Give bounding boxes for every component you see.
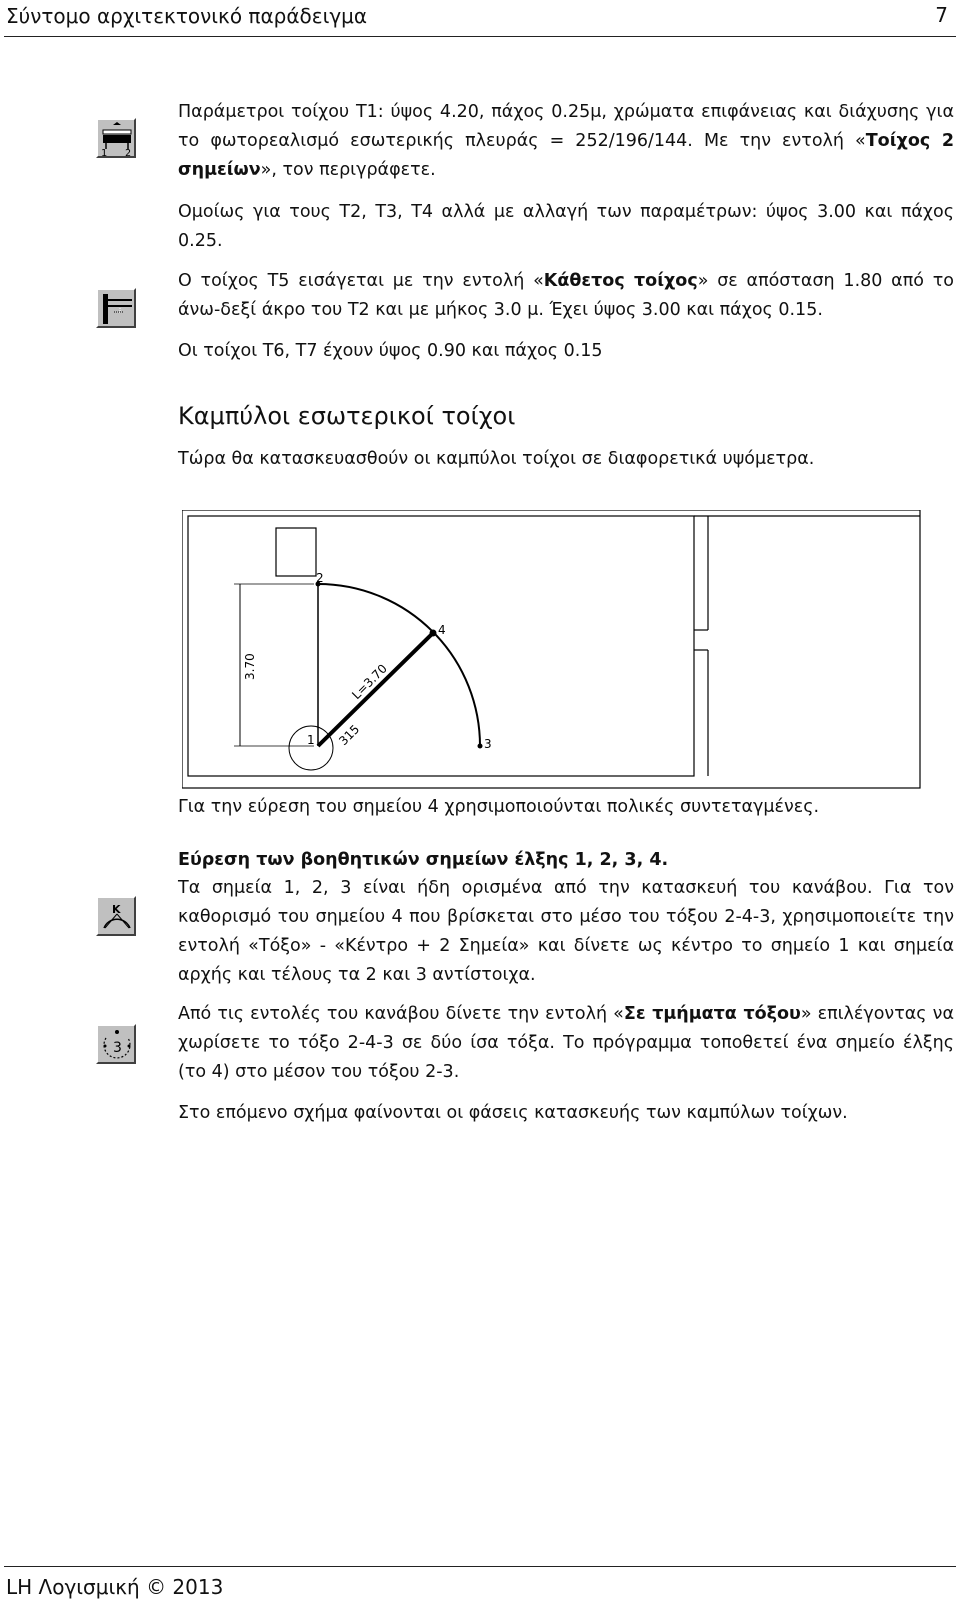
svg-text:K: K bbox=[112, 903, 121, 916]
perpendicular-wall-icon bbox=[96, 288, 136, 328]
paragraph-next-figure: Στο επόμενο σχήμα φαίνονται οι φάσεις κατασκευής των καμπύλων τοίχων. bbox=[178, 1103, 848, 1123]
point-4 bbox=[430, 630, 437, 637]
point-label-2: 2 bbox=[316, 571, 324, 585]
paragraph-wall-t1 bbox=[178, 98, 954, 185]
arc-center-2-points-icon bbox=[96, 896, 136, 936]
text-run: » σε απόσταση 1.80 από το άνω-δεξί άκρο του Τ2 και με μήκος 3.0 μ. Έχει ύψος 3.00 και πάχος 0.15. bbox=[178, 271, 954, 320]
command-name: Κάθετος τοίχος bbox=[543, 271, 698, 291]
footer bbox=[6, 1575, 223, 1599]
text-run: Από τις εντολές του κανάβου δίνετε την εντολή « bbox=[178, 1004, 624, 1024]
radius-label: L=3.70 bbox=[349, 661, 390, 703]
paragraph-intro-curved: Τώρα θα κατασκευασθούν οι καμπύλοι τοίχοι σε διαφορετικά υψόμετρα. bbox=[178, 449, 815, 469]
paragraph-walls-t2-t4: Ομοίως για τους Τ2, Τ3, Τ4 αλλά με αλλαγή των παραμέτρων: ύψος 3.00 και πάχος 0.25. bbox=[178, 202, 954, 251]
header-divider bbox=[4, 36, 956, 37]
small-room bbox=[276, 528, 316, 576]
text-run: Παράμετροι τοίχου Τ1: ύψος 4.20, πάχος 0.25μ, χρώματα επιφάνειας και διάχυσης για το φωτορεαλισμό εσωτερικής πλευράς = 252/196/144. Με την εντολή « bbox=[178, 102, 954, 151]
section-heading: Καμπύλοι εσωτερικοί τοίχοι bbox=[178, 402, 516, 430]
page-number: 7 bbox=[935, 3, 948, 27]
svg-text:3: 3 bbox=[113, 1040, 122, 1056]
paragraph-arc-segments bbox=[178, 1000, 954, 1087]
room-outline bbox=[188, 516, 694, 776]
paragraph-polar-coords: Για την εύρεση του σημείου 4 χρησιμοποιούνται πολικές συντεταγμένες. bbox=[178, 797, 820, 817]
point-label-3: 3 bbox=[484, 737, 492, 751]
copyright-symbol: © bbox=[146, 1575, 167, 1599]
paragraph-arc-command: Τα σημεία 1, 2, 3 είναι ήδη ορισμένα από την κατασκευή του κανάβου. Για τον καθορισμό του σημείου 4 που βρίσκεται στο μέσο του τόξου 2-4-3, χρησιμοποιείτε την εντολή «Τόξο» - «Κέντρο + 2 Σημεία» και δίνετε ως κέντρο το σημείο 1 και σημεία αρχής και τέλους τα 2 και 3 αντίστοιχα. bbox=[178, 878, 954, 985]
svg-text:2: 2 bbox=[125, 148, 132, 156]
wall-2-points-icon bbox=[96, 118, 136, 158]
text-run: Ο τοίχος Τ5 εισάγεται με την εντολή « bbox=[178, 271, 544, 291]
point-label-4: 4 bbox=[438, 623, 446, 637]
svg-text:1: 1 bbox=[101, 148, 108, 156]
chapter-title: Σύντομο αρχιτεκτονικό παράδειγμα bbox=[6, 4, 368, 28]
company-name: LH Λογισμική bbox=[6, 1575, 140, 1599]
command-name: Τοίχος 2 σημείων bbox=[178, 131, 954, 180]
arc-segments-icon bbox=[96, 1024, 136, 1064]
footer-divider bbox=[4, 1566, 956, 1567]
paragraph-wall-t5 bbox=[178, 267, 954, 325]
radius-line bbox=[318, 633, 433, 749]
page-header bbox=[0, 0, 960, 40]
text-run: » επιλέγοντας να χωρίσετε το τόξο 2-4-3 σε δύο ίσα τόξα. Το πρόγραμμα τοποθετεί ένα σημείο έλξης (το 4) στο μέσον του τόξου 2-3. bbox=[178, 1004, 954, 1082]
floor-plan-figure bbox=[182, 510, 922, 790]
paragraph-walls-t6-t7: Οι τοίχοι Τ6, Τ7 έχουν ύψος 0.90 και πάχος 0.15 bbox=[178, 341, 603, 361]
point-3 bbox=[478, 744, 483, 749]
text-run: », τον περιγράφετε. bbox=[260, 160, 436, 180]
angle-label: 315 bbox=[336, 722, 363, 749]
point-label-1: 1 bbox=[307, 733, 315, 747]
dimension-label: 3.70 bbox=[243, 653, 257, 680]
copyright-year: 2013 bbox=[172, 1575, 224, 1599]
subheading-snap-points: Εύρεση των βοηθητικών σημείων έλξης 1, 2, 3, 4. bbox=[178, 850, 669, 870]
command-name: Σε τμήματα τόξου bbox=[623, 1004, 801, 1024]
